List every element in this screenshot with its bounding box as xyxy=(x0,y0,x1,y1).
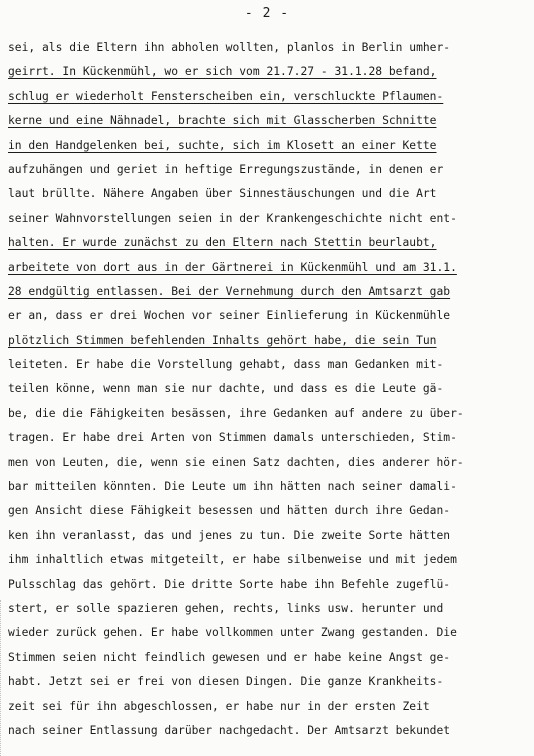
text-line: men von Leuten, die, wenn sie einen Satz dachten, dies anderer hör- xyxy=(8,455,464,469)
text-line: bar mitteilen könnten. Die Leute um ihn hätten nach seiner damali- xyxy=(8,480,457,494)
text-line: be, die die Fähigkeiten besässen, ihre Gedanken auf andere zu über- xyxy=(8,406,464,420)
text-line: seiner Wahnvorstellungen seien in der Krankengeschichte nicht ent- xyxy=(8,211,457,225)
text-line: geirrt. In Kückenmühl, wo er sich vom 21.7.27 - 31.1.28 befand, xyxy=(8,65,437,79)
text-line: stert, er solle spazieren gehen, rechts, links usw. herunter und xyxy=(8,601,444,615)
text-line: ihm inhaltlich etwas mitgeteilt, er habe silbenweise und mit jedem xyxy=(8,553,457,567)
text-line: schlug er wiederholt Fensterscheiben ein, verschluckte Pflaumen- xyxy=(8,89,444,103)
text-line: plötzlich Stimmen befehlenden Inhalts gehört habe, die sein Tun xyxy=(8,333,437,347)
text-line: kerne und eine Nähnadel, brachte sich mit Glasscherben Schnitte xyxy=(8,114,437,128)
text-line: tragen. Er habe drei Arten von Stimmen damals unterschieden, Stim- xyxy=(8,431,457,445)
text-line: arbeitete von dort aus in der Gärtnerei in Kückenmühl und am 31.1. xyxy=(8,260,457,274)
text-line: nach seiner Entlassung darüber nachgedacht. Der Amtsarzt bekundet xyxy=(8,723,451,737)
text-line: Stimmen seien nicht feindlich gewesen und er habe keine Angst ge- xyxy=(8,650,451,664)
text-line: halten. Er wurde zunächst zu den Eltern nach Stettin beurlaubt, xyxy=(8,236,437,250)
text-line: zeit sei für ihn abgeschlossen, er habe nur in der ersten Zeit xyxy=(8,699,430,713)
text-line: teilen könne, wenn man sie nur dachte, und dass es die Leute gä- xyxy=(8,382,444,396)
text-line: laut brüllte. Nähere Angaben über Sinnestäuschungen und die Art xyxy=(8,187,437,201)
text-line: sei, als die Eltern ihn abholen wollten, planlos in Berlin umher- xyxy=(8,41,451,54)
text-line: wieder zurück gehen. Er habe vollkommen unter Zwang gestanden. Die xyxy=(8,626,457,640)
text-line: habt. Jetzt sei er frei von diesen Dingen. Die ganze Krankheits- xyxy=(8,675,444,689)
text-line: ken ihn veranlasst, das und jenes zu tun. Die zweite Sorte hätten xyxy=(8,528,451,542)
text-line: Pulsschlag das gehört. Die dritte Sorte habe ihn Befehle zugeflü- xyxy=(8,577,451,591)
margin-marks xyxy=(0,600,9,756)
text-line: gen Ansicht diese Fähigkeit besessen und hätten durch ihre Gedan- xyxy=(8,504,451,518)
text-line: er an, dass er drei Wochen vor seiner Einlieferung in Kückenmühle xyxy=(8,309,451,323)
text-line: aufzuhängen und geriet in heftige Erregungszustände, in denen er xyxy=(8,162,444,176)
text-line: in den Handgelenken bei, suchte, sich im Klosett an einer Kette xyxy=(8,138,437,152)
page-number: - 2 - xyxy=(244,6,290,21)
text-line: leiteten. Er habe die Vorstellung gehabt, dass man Gedanken mit- xyxy=(8,358,444,372)
body-text xyxy=(8,36,530,743)
text-line: 28 endgültig entlassen. Bei der Vernehmung durch den Amtsarzt gab xyxy=(8,284,451,298)
